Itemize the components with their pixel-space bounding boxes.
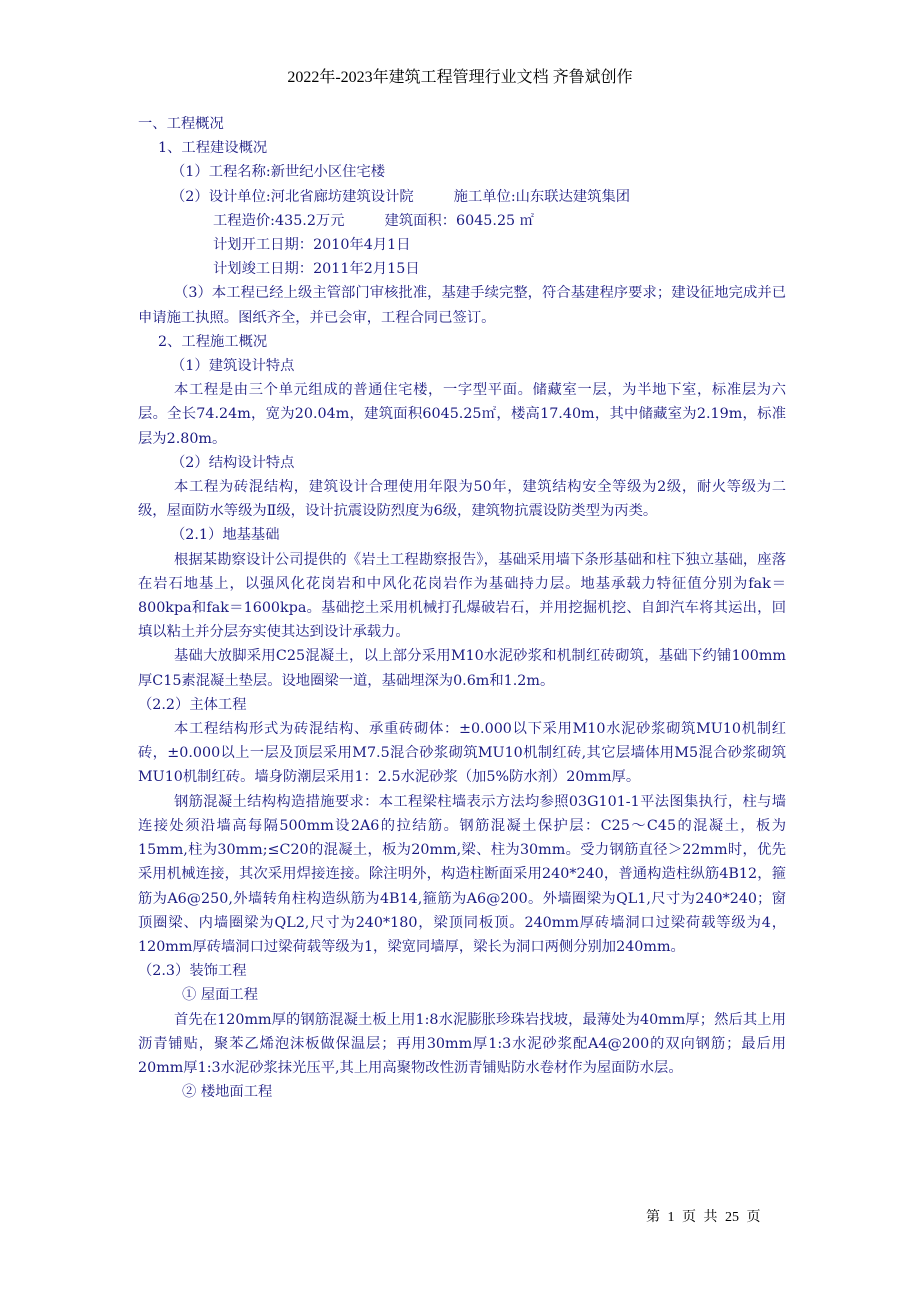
arch-design-paragraph: 本工程是由三个单元组成的普通住宅楼，一字型平面。储藏室一层，为半地下室，标准层为六层。全长74.24m，宽为20.04m，建筑面积6045.25㎡，楼高17.40m，其中储藏室为2.19m，标准层为2.80m。 — [138, 382, 786, 447]
page-header: 2022年-2023年建筑工程管理行业文档 齐鲁斌创作 — [287, 69, 633, 86]
roof-paragraph: 首先在120mm厚的钢筋混凝土板上用1:8水泥膨胀珍珠岩找坡，最薄处为40mm厚；然后其上用沥青铺贴，聚苯乙烯泡沫板做保温层；再用30mm厚1:3水泥砂浆配A4@200的双向钢筋；最后用20mm厚1:3水泥砂浆抹光压平,其上用高聚物改性沥青铺贴防水卷材作为屋面防水层。 — [138, 1011, 786, 1076]
decoration-title: （2.3）装饰工程 — [138, 963, 247, 980]
building-area: 建筑面积：6045.25 ㎡ — [384, 212, 534, 229]
section-heading: 一、工程概况 — [138, 116, 224, 132]
arch-design-title: （1）建筑设计特点 — [171, 358, 295, 375]
foundation-paragraph-1: 根据某勘察设计公司提供的《岩土工程勘察报告》，基础采用墙下条形基础和柱下独立基础，座落在岩石地基上，以强风化花岗岩和中风化花岗岩作为基础持力层。地基承载力特征值分别为fak＝800kpa和fak＝1600kpa。基础挖土采用机械打孔爆破岩石，并用挖掘机挖、自卸汽车将其运出，回填以粘土并分层夯实使其达到设计承载力。 — [138, 551, 786, 641]
units-line — [138, 185, 786, 209]
foundation-title: （2.1）地基基础 — [171, 527, 280, 544]
main-structure-paragraph-2: 钢筋混凝土结构构造措施要求：本工程梁柱墙表示方法均参照03G101-1平法图集执行，柱与墙连接处须沿墙高每隔500mm设2A6的拉结筋。钢筋混凝土保护层：C25～C45的混凝土，板为15mm,柱为30mm;≤C20的混凝土，板为20mm,梁、柱为30mm。受力钢筋直径＞22mm时，优先采用机械连接，其次采用焊接连接。除注明外，构造柱断面采用240*240，普通构造柱纵筋4B12，箍筋为A6@250,外墙转角柱构造纵筋为4B14,箍筋为A6@200。外墙圈梁为QL1,尺寸为240*240；窗顶圈梁、内墙圈梁为QL2,尺寸为240*180，梁顶同板顶。240mm厚砖墙洞口过梁荷载等级为4，120mm厚砖墙洞口过梁荷载等级为1，梁宽同墙厚，梁长为洞口两侧分别加240mm。 — [138, 793, 786, 955]
project-cost: 工程造价:435.2万元 — [213, 212, 345, 229]
start-date: 计划开工日期：2010年4月1日 — [213, 237, 411, 254]
project-name: （1）工程名称:新世纪小区住宅楼 — [171, 164, 386, 181]
subsection-heading: 1、工程建设概况 — [158, 140, 268, 157]
struct-design-title: （2）结构设计特点 — [171, 454, 295, 471]
end-date: 计划竣工日期：2011年2月15日 — [213, 261, 420, 278]
construction-unit: 施工单位:山东联达建筑集团 — [453, 188, 631, 205]
struct-design-paragraph: 本工程为砖混结构，建筑设计合理使用年限为50年，建筑结构安全等级为2级，耐火等级为二级，屋面防水等级为Ⅱ级，设计抗震设防烈度为6级，建筑物抗震设防类型为丙类。 — [138, 479, 786, 520]
subsection-heading-2: 2、工程施工概况 — [158, 333, 268, 350]
design-unit: （2）设计单位:河北省廊坊建筑设计院 — [171, 188, 414, 205]
main-structure-title: （2.2）主体工程 — [138, 696, 247, 713]
foundation-paragraph-2: 基础大放脚采用C25混凝土，以上部分采用M10水泥砂浆和机制红砖砌筑，基础下约铺100mm厚C15素混凝土垫层。设地圈梁一道，基础埋深为0.6m和1.2m。 — [138, 648, 786, 689]
page-number: 第 1 页 共 25 页 — [646, 1210, 761, 1225]
main-structure-paragraph-1: 本工程结构形式为砖混结构、承重砖砌体：±0.000以下采用M10水泥砂浆砌筑MU10机制红砖，±0.000以上一层及顶层采用M7.5混合砂浆砌筑MU10机制红砖,其它层墙体用M5混合砂浆砌筑MU10机制红砖。墙身防潮层采用1：2.5水泥砂浆（加5%防水剂）20mm厚。 — [138, 721, 786, 786]
cost-area-line — [138, 209, 786, 233]
approval-paragraph: （3）本工程已经上级主管部门审核批准，基建手续完整，符合基建程序要求；建设征地完成并已申请施工执照。图纸齐全，并已会审，工程合同已签订。 — [138, 285, 786, 326]
roof-title: ① 屋面工程 — [182, 987, 259, 1004]
document-body — [138, 112, 786, 1104]
floor-title: ② 楼地面工程 — [182, 1084, 273, 1101]
